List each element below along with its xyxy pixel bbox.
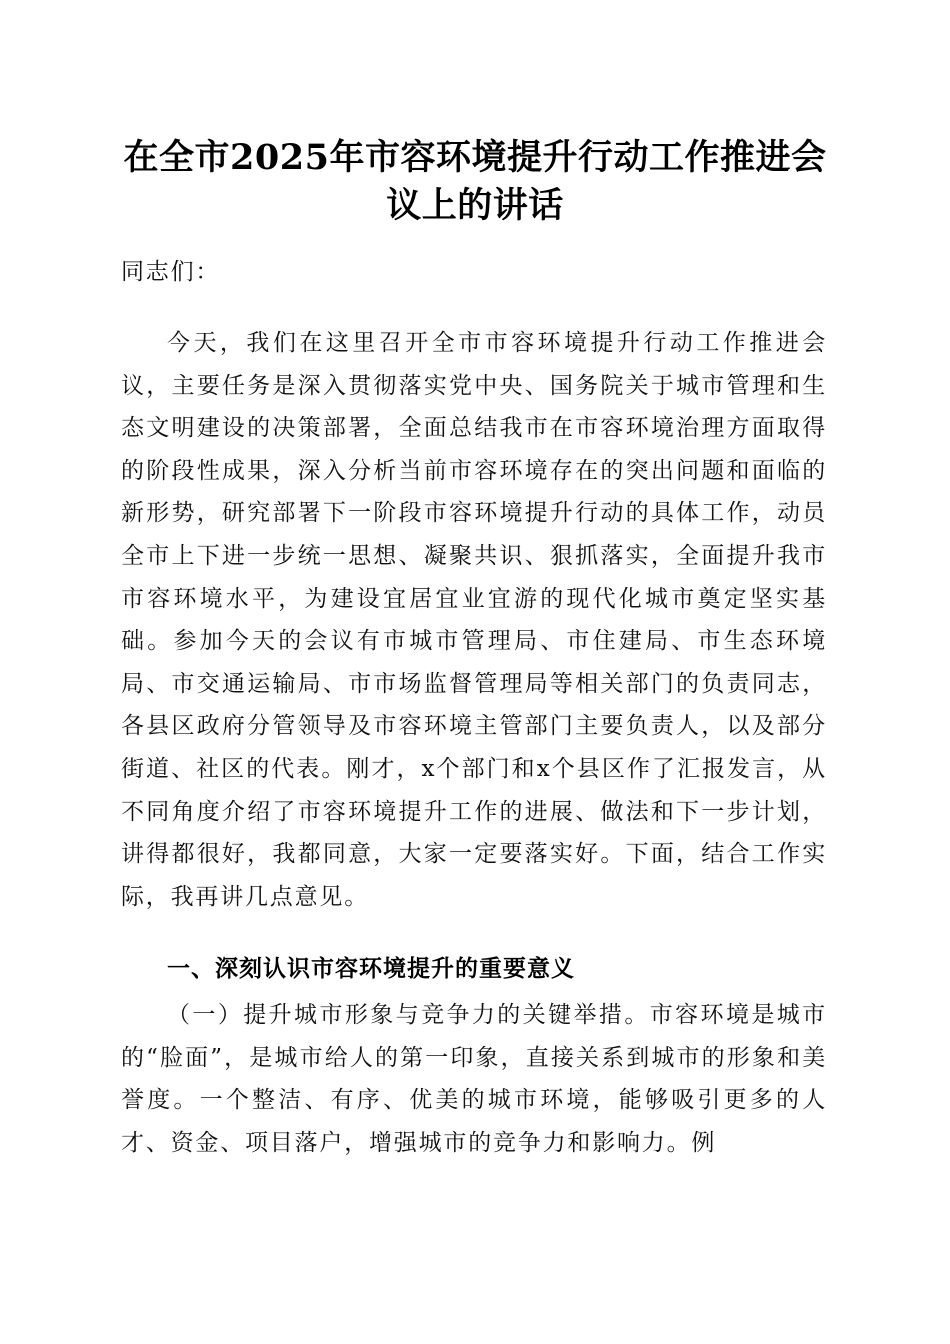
document-title: 在全市2025年市容环境提升行动工作推进会议上的讲话 bbox=[123, 137, 827, 226]
section-heading: 一、深刻认识市容环境提升的重要意义 bbox=[167, 956, 575, 982]
subsection-paragraph: （一）提升城市形象与竞争力的关键举措。市容环境是城市的“脸面”，是城市给人的第一印象，直接关系到城市的形象和美誉度。一个整洁、有序、优美的城市环境，能够吸引更多的人才、资金、项目落户，增强城市的竞争力和影响力。例 bbox=[121, 1002, 827, 1156]
salutation: 同志们： bbox=[121, 259, 221, 285]
opening-paragraph: 今天，我们在这里召开全市市容环境提升行动工作推进会议，主要任务是深入贯彻落实党中央、国务院关于城市管理和生态文明建设的决策部署，全面总结我市在市容环境治理方面取得的阶段性成果，深入分析当前市容环境存在的突出问题和面临的新形势，研究部署下一阶段市容环境提升行动的具体工作，动员全市上下进一步统一思想、凝聚共识、狠抓落实，全面提升我市市容环境水平，为建设宜居宜业宜游的现代化城市奠定坚实基础。参加今天的会议有市城市管理局、市住建局、市生态环境局、市交通运输局、市市场监督管理局等相关部门的负责同志，各县区政府分管领导及市容环境主管部门主要负责人，以及部分街道、社区的代表。刚才，x个部门和x个县区作了汇报发言，从不同角度介绍了市容环境提升工作的进展、做法和下一步计划，讲得都很好，我都同意，大家一定要落实好。下面，结合工作实际，我再讲几点意见。 bbox=[121, 330, 827, 910]
